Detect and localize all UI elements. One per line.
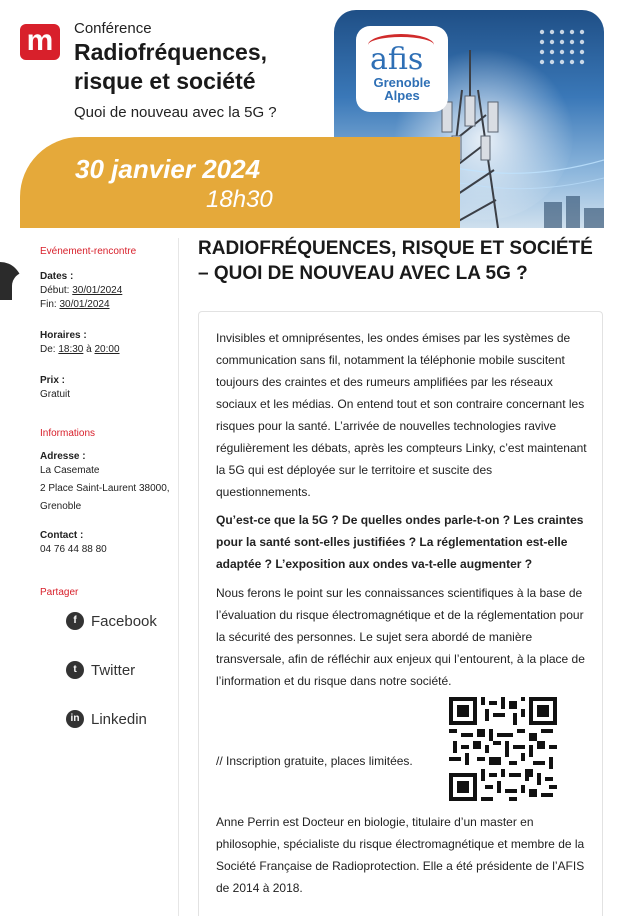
dates-label: Dates : <box>40 271 74 282</box>
banner-subtitle: Quoi de nouveau avec la 5G ? <box>74 104 277 121</box>
event-date: 30 janvier 2024 <box>75 154 261 184</box>
event-kind: Conférence <box>74 20 152 37</box>
intro-paragraph: Invisibles et omniprésentes, les ondes émises par les systèmes de communication sans fil, notamment la téléphonie mobile suscitent toujours des craintes et des rumeurs amplifiées par les réseaux sociaux et les médias. On entend tout et son contraire concernant les risques pour la santé. L’arrivée de nouvelles technologies ravive régulièrement les débats, après les compteurs Linky, c’est maintenant la 5G qui est déployée sur le territoire et suscite des questionnements. <box>216 331 587 499</box>
end-date-link[interactable]: 30/01/2024 <box>59 299 110 310</box>
contact-label: Contact : <box>40 530 84 541</box>
linkedin-icon: in <box>66 710 84 728</box>
share-facebook-link[interactable] <box>66 612 176 630</box>
questions-paragraph: Qu’est-ce que la 5G ? De quelles ondes parle-t-on ? Les craintes pour la santé sont-elles justifiées ? La réglementation est-elle adaptée ? L’exposition aux ondes va-t-elle augmenter ? <box>216 513 584 571</box>
address-line-3: Grenoble <box>40 501 82 512</box>
start-date-prefix: Début: <box>40 285 70 296</box>
address-line-1: La Casemate <box>40 465 100 476</box>
share-heading: Partager <box>40 587 79 598</box>
registration-note: // Inscription gratuite, places limitées. <box>216 754 413 768</box>
share-twitter-label: Twitter <box>91 661 136 679</box>
event-banner <box>0 0 622 228</box>
twitter-icon: t <box>66 661 84 679</box>
end-date-row <box>40 296 176 314</box>
end-date-prefix: Fin: <box>40 299 57 310</box>
sidebar-divider <box>178 238 179 916</box>
hours-separator: à <box>86 344 92 355</box>
decorative-shape <box>0 262 22 300</box>
details-paragraph: Nous ferons le point sur les connaissances scientifiques à la base de l’évaluation du risque électromagnétique et de la réglementation pour la sécurité des personnes. Le sujet sera abordé de manière transversale, afin de réfléchir aux enjeux qui l’entourent, à la place de l’information et du risque dans notre société. <box>216 586 585 688</box>
hours-prefix: De: <box>40 344 56 355</box>
share-facebook-label: Facebook <box>91 612 157 630</box>
page-title: RADIOFRÉQUENCES, RISQUE ET SOCIÉTÉ – QUOI DE NOUVEAU AVEC LA 5G ? <box>198 238 593 284</box>
facebook-icon: f <box>66 612 84 630</box>
share-linkedin-label: Linkedin <box>91 710 147 728</box>
info-heading: Informations <box>40 428 96 439</box>
contact-phone[interactable]: 04 76 44 88 80 <box>40 544 107 555</box>
afis-logo-city: Grenoble Alpes <box>373 75 431 103</box>
qr-code[interactable] <box>449 697 557 801</box>
afis-logo-word: afis <box>370 42 424 77</box>
banner-title: Radiofréquences, risque et société <box>74 39 267 94</box>
hours-end-link[interactable]: 20:00 <box>94 344 120 355</box>
event-type-label: Evénement-rencontre <box>40 246 137 257</box>
share-twitter-link[interactable] <box>66 661 176 679</box>
hours-label: Horaires : <box>40 330 87 341</box>
hours-start-link[interactable]: 18:30 <box>58 344 84 355</box>
address-line-2: 2 Place Saint-Laurent 38000, <box>40 483 170 494</box>
share-linkedin-link[interactable] <box>66 710 176 728</box>
price-label: Prix : <box>40 375 66 386</box>
hours-row <box>40 341 176 359</box>
start-date-link[interactable]: 30/01/2024 <box>72 285 123 296</box>
event-time: 18h30 <box>206 186 273 213</box>
price-value: Gratuit <box>40 389 71 400</box>
address-label: Adresse : <box>40 451 86 462</box>
event-details-sidebar <box>40 246 176 728</box>
speaker-bio: Anne Perrin est Docteur en biologie, titulaire d’un master en philosophie, spécialiste du risque électromagnétique et membre de la Société Française de Radioprotection. Elle a été présidente de l’AFIS de 2014 à 2018. <box>216 815 585 895</box>
brand-logo[interactable]: m <box>20 24 60 60</box>
